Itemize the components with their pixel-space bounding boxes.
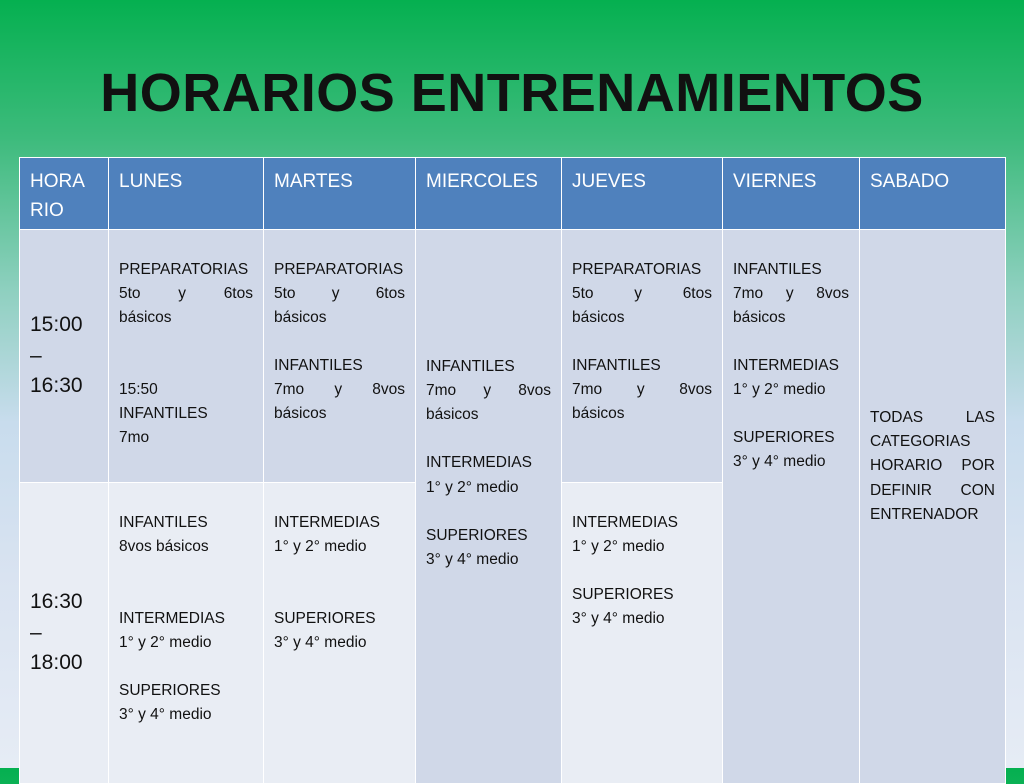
schedule-table — [19, 157, 1006, 784]
cell-lunes-slot2: INFANTILES 8vos básicos INTERMEDIAS 1° y 2° medio SUPERIORES 3° y 4° medio — [109, 483, 264, 784]
header-row — [20, 158, 1006, 230]
header-horario: HORA RIO — [20, 158, 109, 230]
header-viernes: VIERNES — [723, 158, 860, 230]
header-jueves: JUEVES — [562, 158, 723, 230]
cell-miercoles: INFANTILES 7mo y 8vos básicos INTERMEDIAS 1° y 2° medio SUPERIORES 3° y 4° medio — [416, 230, 562, 784]
time-slot-2: 16:30 – 18:00 — [20, 483, 109, 784]
header-lunes: LUNES — [109, 158, 264, 230]
cell-viernes: INFANTILES 7mo y 8vos básicos INTERMEDIAS 1° y 2° medio SUPERIORES 3° y 4° medio — [723, 230, 860, 784]
cell-jueves-slot1: PREPARATORIAS 5to y 6tos básicos INFANTILES 7mo y 8vos básicos — [562, 230, 723, 483]
cell-lunes-slot1: PREPARATORIAS 5to y 6tos básicos 15:50 INFANTILES 7mo — [109, 230, 264, 483]
header-martes: MARTES — [264, 158, 416, 230]
cell-sabado: TODAS LAS CATEGORIAS HORARIO POR DEFINIR CON ENTRENADOR — [860, 230, 1006, 784]
page-title: HORARIOS ENTRENAMIENTOS — [100, 63, 924, 123]
time-slot-1: 15:00 – 16:30 — [20, 230, 109, 483]
cell-jueves-slot2: INTERMEDIAS 1° y 2° medio SUPERIORES 3° y 4° medio — [562, 483, 723, 784]
cell-martes-slot1: PREPARATORIAS 5to y 6tos básicos INFANTILES 7mo y 8vos básicos — [264, 230, 416, 483]
header-miercoles: MIERCOLES — [416, 158, 562, 230]
cell-martes-slot2: INTERMEDIAS 1° y 2° medio SUPERIORES 3° y 4° medio — [264, 483, 416, 784]
header-sabado: SABADO — [860, 158, 1006, 230]
table-row — [20, 230, 1006, 483]
